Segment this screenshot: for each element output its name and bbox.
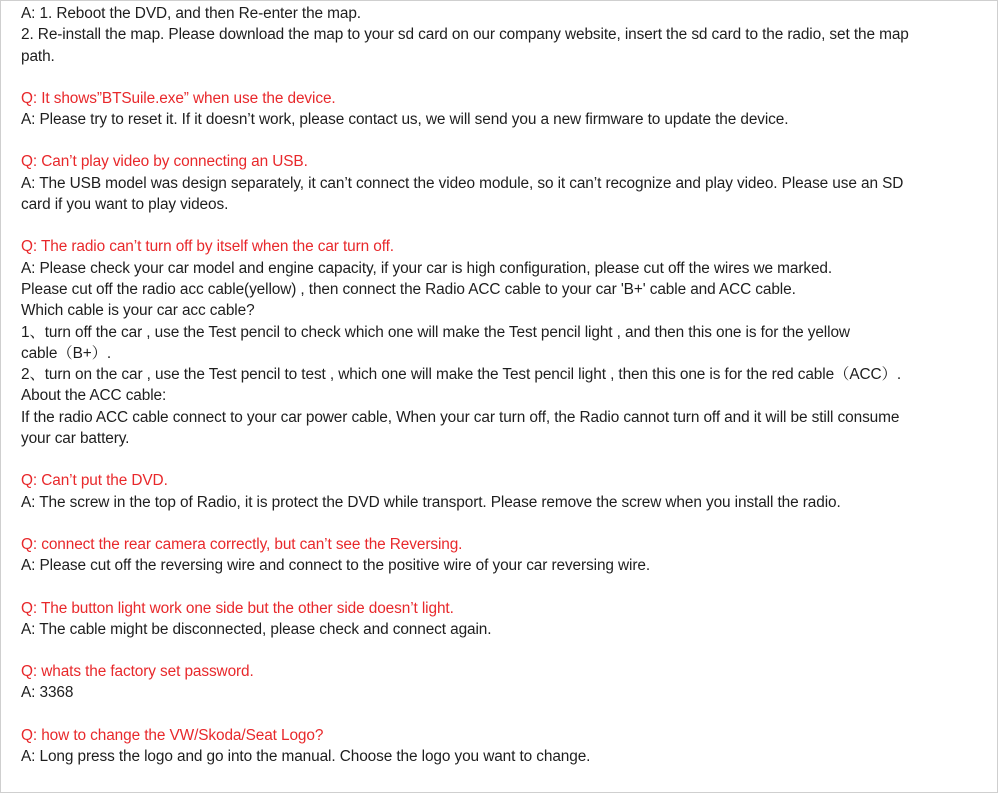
answer-line: A: 1. Reboot the DVD, and then Re-enter the map. <box>21 5 361 22</box>
answer-line: 2. Re-install the map. Please download the map to your sd card on our company website, insert the sd card to the radio, set the map <box>21 26 909 44</box>
faq-question: Q: It shows”BTSuile.exe” when use the device. <box>21 89 336 107</box>
faq-question: Q: connect the rear camera correctly, but can’t see the Reversing. <box>21 535 463 553</box>
faq-answer-line: cable（B+）. <box>21 344 112 362</box>
faq-question: Q: The button light work one side but the other side doesn’t light. <box>21 599 454 617</box>
faq-item <box>21 151 981 215</box>
faq-item <box>21 236 981 449</box>
faq-answer-line: A: The cable might be disconnected, please check and connect again. <box>21 620 492 638</box>
faq-content <box>21 3 981 767</box>
faq-question: Q: Can’t put the DVD. <box>21 472 168 490</box>
faq-answer-line: A: Please try to reset it. If it doesn’t work, please contact us, we will send you a new firmware to update the device. <box>21 111 789 129</box>
faq-question: Q: Can’t play video by connecting an USB. <box>21 153 308 171</box>
faq-answer-line: A: Long press the logo and go into the manual. Choose the logo you want to change. <box>21 748 591 766</box>
faq-item <box>21 661 981 704</box>
faq-answer-line: card if you want to play videos. <box>21 196 229 214</box>
faq-question: Q: whats the factory set password. <box>21 663 254 681</box>
faq-item <box>21 470 981 513</box>
faq-question: Q: The radio can’t turn off by itself when the car turn off. <box>21 238 394 256</box>
answer-line: path. <box>21 47 55 65</box>
faq-answer-line: 1、turn off the car , use the Test pencil to check which one will make the Test pencil light , and then this one is for the yellow <box>21 323 850 341</box>
faq-answer-line: A: The screw in the top of Radio, it is protect the DVD while transport. Please remove the screw when you install the radio. <box>21 493 841 511</box>
faq-item <box>21 598 981 641</box>
faq-item <box>21 88 981 131</box>
faq-answer-line: A: Please check your car model and engine capacity, if your car is high configuration, please cut off the wires we marked. <box>21 259 833 277</box>
faq-answer-line: 2、turn on the car , use the Test pencil to test , which one will make the Test pencil light , then this one is for the red cable（ACC）. <box>21 366 901 384</box>
faq-answer-line: If the radio ACC cable connect to your car power cable, When your car turn off, the Radio cannot turn off and it will be still consume <box>21 408 900 426</box>
faq-intro-answer <box>21 3 981 67</box>
faq-answer-line: About the ACC cable: <box>21 387 167 405</box>
faq-item <box>21 725 981 768</box>
faq-answer-line: Please cut off the radio acc cable(yellow) , then connect the Radio ACC cable to your car 'B+' cable and ACC cable. <box>21 280 796 298</box>
faq-answer-line: Which cable is your car acc cable? <box>21 302 255 320</box>
faq-question: Q: how to change the VW/Skoda/Seat Logo? <box>21 726 324 744</box>
faq-answer-line: A: Please cut off the reversing wire and connect to the positive wire of your car reversing wire. <box>21 557 651 575</box>
faq-answer-line: A: 3368 <box>21 684 74 702</box>
faq-answer-line: your car battery. <box>21 430 130 448</box>
faq-answer-line: A: The USB model was design separately, it can’t connect the video module, so it can’t recognize and play video. Please use an SD <box>21 174 904 192</box>
faq-item <box>21 534 981 577</box>
